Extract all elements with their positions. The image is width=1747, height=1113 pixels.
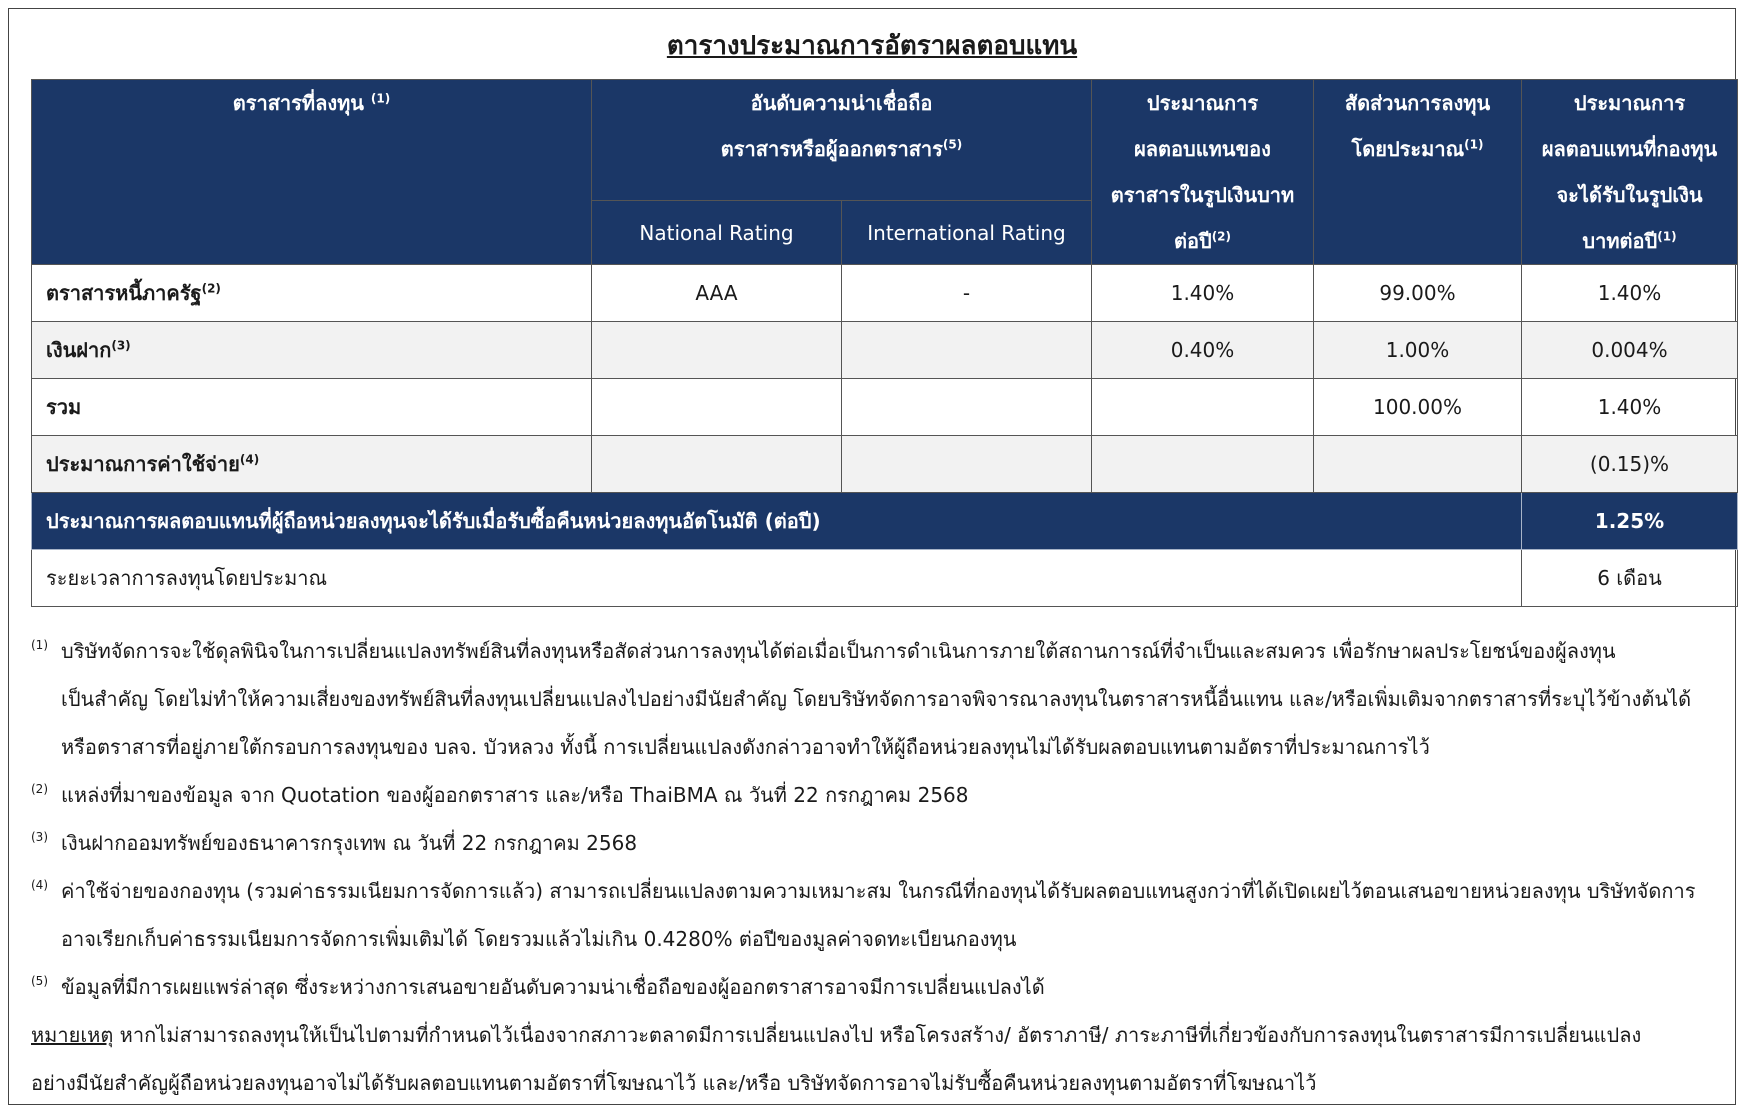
cell-est-return: 0.40% <box>1092 322 1314 379</box>
footnote-marker: (4) <box>31 878 48 892</box>
cell-national <box>592 436 842 493</box>
footnote-3: (3) เงินฝากออมทรัพย์ของธนาคารกรุงเทพ ณ วันที่ 22 กรกฎาคม 2568 <box>31 819 1737 867</box>
cell-fund-return: (0.15)% <box>1522 436 1738 493</box>
cell-international <box>842 322 1092 379</box>
total-return-label: ประมาณการผลตอบแทนที่ผู้ถือหน่วยลงทุนจะได้รับเมื่อรับซื้อคืนหน่วยลงทุนอัตโนมัติ (ต่อปี) <box>32 493 1522 550</box>
cell-est-return <box>1092 379 1314 436</box>
remark-label: หมายเหตุ <box>31 1023 114 1047</box>
cell-national <box>592 322 842 379</box>
cell-proportion: 99.00% <box>1314 265 1522 322</box>
row-label: ตราสารหนี้ภาครัฐ$^{(2)}$ <box>32 265 592 322</box>
cell-proportion: 1.00% <box>1314 322 1522 379</box>
duration-row <box>32 550 1738 607</box>
document-frame <box>8 8 1736 1105</box>
total-return-row <box>32 493 1738 550</box>
table-row <box>32 436 1738 493</box>
footnote-marker: (5) <box>31 974 48 988</box>
table-row <box>32 322 1738 379</box>
header-proportion: สัดส่วนการลงทุน โดยประมาณ$^{(1)}$ <box>1314 80 1522 265</box>
header-row <box>32 80 1738 201</box>
cell-international <box>842 379 1092 436</box>
footnote-4: (4) ค่าใช้จ่ายของกองทุน (รวมค่าธรรมเนียมการจัดการแล้ว) สามารถเปลี่ยนแปลงตามความเหมาะสม ในกรณีที่กองทุนได้รับผลตอบแทนสูงกว่าที่ได้เปิดเผยไว้ตอนเสนอขายหน่วยลงทุน บริษัทจัดการ อาจเรียกเก็บค่าธรรมเนียมการจัดการเพิ่มเติมได้ โดยรวมแล้วไม่เกิน 0.4280% ต่อปีของมูลค่าจดทะเบียนกองทุน <box>31 867 1737 963</box>
cell-proportion: 100.00% <box>1314 379 1522 436</box>
cell-fund-return: 1.40% <box>1522 379 1738 436</box>
duration-label: ระยะเวลาการลงทุนโดยประมาณ <box>32 550 1522 607</box>
table-row <box>32 265 1738 322</box>
footnote-5: (5) ข้อมูลที่มีการเผยแพร่ล่าสุด ซึ่งระหว่างการเสนอขายอันดับความน่าเชื่อถือของผู้ออกตราสารอาจมีการเปลี่ยนแปลงได้ <box>31 963 1737 1011</box>
remark: หมายเหตุ หากไม่สามารถลงทุนให้เป็นไปตามที่กำหนดไว้เนื่องจากสภาวะตลาดมีการเปลี่ยนแปลงไป หรือโครงสร้าง/ อัตราภาษี/ ภาระภาษีที่เกี่ยวข้องกับการลงทุนในตราสารมีการเปลี่ยนแปลง อย่างมีนัยสำคัญผู้ถือหน่วยลงทุนอาจไม่ได้รับผลตอบแทนตามอัตราที่โฆษณาไว้ และ/หรือ บริษัทจัดการอาจไม่รับซื้อคืนหน่วยลงทุนตามอัตราที่โฆษณาไว้ <box>31 1023 1642 1095</box>
row-label: รวม <box>32 379 592 436</box>
cell-national: AAA <box>592 265 842 322</box>
cell-fund-return: 0.004% <box>1522 322 1738 379</box>
cell-national <box>592 379 842 436</box>
cell-international <box>842 436 1092 493</box>
total-return-value: 1.25% <box>1522 493 1738 550</box>
footnotes <box>31 627 1737 1107</box>
header-national-rating: National Rating <box>592 201 842 265</box>
header-international-rating: International Rating <box>842 201 1092 265</box>
return-estimate-table <box>31 79 1738 607</box>
footnote-marker: (1) <box>31 638 48 652</box>
row-label: เงินฝาก$^{(3)}$ <box>32 322 592 379</box>
cell-fund-return: 1.40% <box>1522 265 1738 322</box>
row-label: ประมาณการค่าใช้จ่าย$^{(4)}$ <box>32 436 592 493</box>
footnote-2: (2) แหล่งที่มาของข้อมูล จาก Quotation ของผู้ออกตราสาร และ/หรือ ThaiBMA ณ วันที่ 22 กรกฎาคม 2568 <box>31 771 1737 819</box>
cell-est-return <box>1092 436 1314 493</box>
header-rating-group: อันดับความน่าเชื่อถือ ตราสารหรือผู้ออกตราสาร$^{(5)}$ <box>592 80 1092 201</box>
table-row <box>32 379 1738 436</box>
header-instrument: ตราสารที่ลงทุน $^{(1)}$ <box>32 80 592 265</box>
cell-proportion <box>1314 436 1522 493</box>
header-fund-return: ประมาณการ ผลตอบแทนที่กองทุน จะได้รับในรูปเงิน บาทต่อปี$^{(1)}$ <box>1522 80 1738 265</box>
header-est-return: ประมาณการ ผลตอบแทนของ ตราสารในรูปเงินบาท ต่อปี$^{(2)}$ <box>1092 80 1314 265</box>
duration-value: 6 เดือน <box>1522 550 1738 607</box>
cell-international: - <box>842 265 1092 322</box>
cell-est-return: 1.40% <box>1092 265 1314 322</box>
page-title: ตารางประมาณการอัตราผลตอบแทน <box>666 31 1078 61</box>
footnote-marker: (3) <box>31 830 48 844</box>
footnote-marker: (2) <box>31 782 48 796</box>
footnote-1: (1) บริษัทจัดการจะใช้ดุลพินิจในการเปลี่ยนแปลงทรัพย์สินที่ลงทุนหรือสัดส่วนการลงทุนได้ต่อเมื่อเป็นการดำเนินการภายใต้สถานการณ์ที่จำเป็นและสมควร เพื่อรักษาผลประโยชน์ของผู้ลงทุน เป็นสำคัญ โดยไม่ทำให้ความเสี่ยงของทรัพย์สินที่ลงทุนเปลี่ยนแปลงไปอย่างมีนัยสำคัญ โดยบริษัทจัดการอาจพิจารณาลงทุนในตราสารหนี้อื่นแทน และ/หรือเพิ่มเติมจากตราสารที่ระบุไว้ข้างต้นได้ หรือตราสารที่อยู่ภายใต้กรอบการลงทุนของ บลจ. บัวหลวง ทั้งนี้ การเปลี่ยนแปลงดังกล่าวอาจทำให้ผู้ถือหน่วยลงทุนไม่ได้รับผลตอบแทนตามอัตราที่ประมาณการไว้ <box>31 627 1737 771</box>
